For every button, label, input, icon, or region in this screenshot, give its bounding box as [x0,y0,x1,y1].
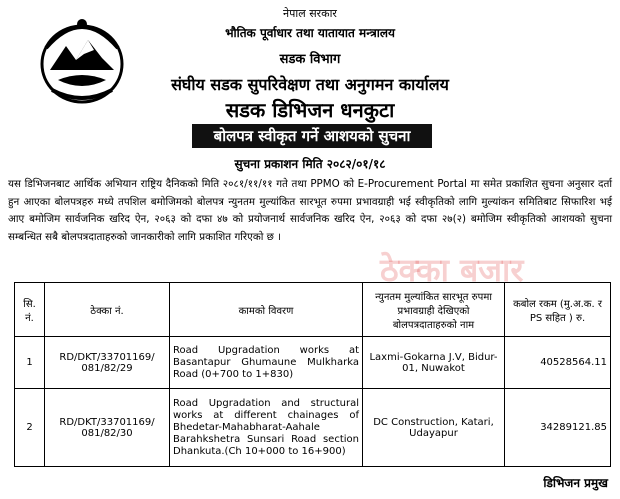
signature-title: डिभिजन प्रमुख [543,476,608,490]
publication-date: सुचना प्रकाशन मिति २०८२/०१/१८ [234,157,386,171]
header-contract: ठेक्का नं. [45,283,170,337]
row-amount: 34289121.85 [505,389,611,467]
award-table [14,282,611,467]
row-bidder: DC Construction, Katari, Udayapur [363,389,505,467]
table-header-row [15,283,611,337]
row-contract: RD/DKT/33701169/ 081/82/30 [45,389,170,467]
page-title: सडक डिभिजन धनकुटा [225,98,395,122]
row-work: Road Upgradation works at Basantapur Ghumaune Mulkharka Road (0+700 to 1+830) [170,337,363,389]
header-sn: सि. नं. [15,283,45,337]
watermark: ठेक्का बजार [380,251,524,289]
row-sn: 1 [15,337,45,389]
header-bidder: न्युनतम मुल्यांकित सारभूत रुपमा प्रभावग्राही देखिएको बोलपत्रदाताहरुको नाम [363,283,505,337]
table-row [15,389,611,467]
row-amount: 40528564.11 [505,337,611,389]
header-line-government: नेपाल सरकार [283,7,337,20]
header-work: कामको विवरण [170,283,363,337]
row-contract: RD/DKT/33701169/ 081/82/29 [45,337,170,389]
header-amount: कबोल रकम (मु.अ.क. र PS सहित ) रु. [505,283,611,337]
row-work: Road Upgradation and structural works at different chainages of Bhedetar-Mahabharat-Aahale Barahkshetra Sunsari Road section Dhankuta.(Ch 10+000 to 16+900) [170,389,363,467]
notice-body-text: यस डिभिजनबाट आर्थिक अभियान राष्ट्रिय दैनिकको मिति २०८१/११/११ गते तथा PPMO को E-Procurement Portal मा समेत प्रकाशित सुचना अनुसार दर्ता हुन आएका बोलपत्रहरु मध्ये तपशिल बमोजिमको बोलपत्र न्युनतम मुल्यांकित सारभूत रुपमा प्रभावग्राही भई स्वीकृतिको लागि मुल्यांकन समितिबाट सिफारिश भई आए बमोजिम सार्वजनिक खरिद ऐन, २०६३ को दफा ४७ को प्रयोजनार्थ सार्वजनिक खरिद ऐन, २०६३ को दफा २७(२) बमोजिम स्वीकृतिको आशयको सुचना सम्बन्धित सबै बोलपत्रदाताहरुको जानकारीको लागि प्रकाशित गरिएको छ । [8,178,612,243]
row-sn: 2 [15,389,45,467]
row-bidder: Laxmi-Gokarna J.V, Bidur-01, Nuwakot [363,337,505,389]
header-line-ministry: भौतिक पूर्वाधार तथा यातायात मन्त्रालय [225,26,395,40]
table-row [15,337,611,389]
header-line-office: संघीय सडक सुपरिवेक्षण तथा अनुगमन कार्यालय [171,75,449,94]
header-line-department: सडक विभाग [279,52,341,67]
notice-banner: बोलपत्र स्वीकृत गर्ने आशयको सुचना [192,124,432,148]
